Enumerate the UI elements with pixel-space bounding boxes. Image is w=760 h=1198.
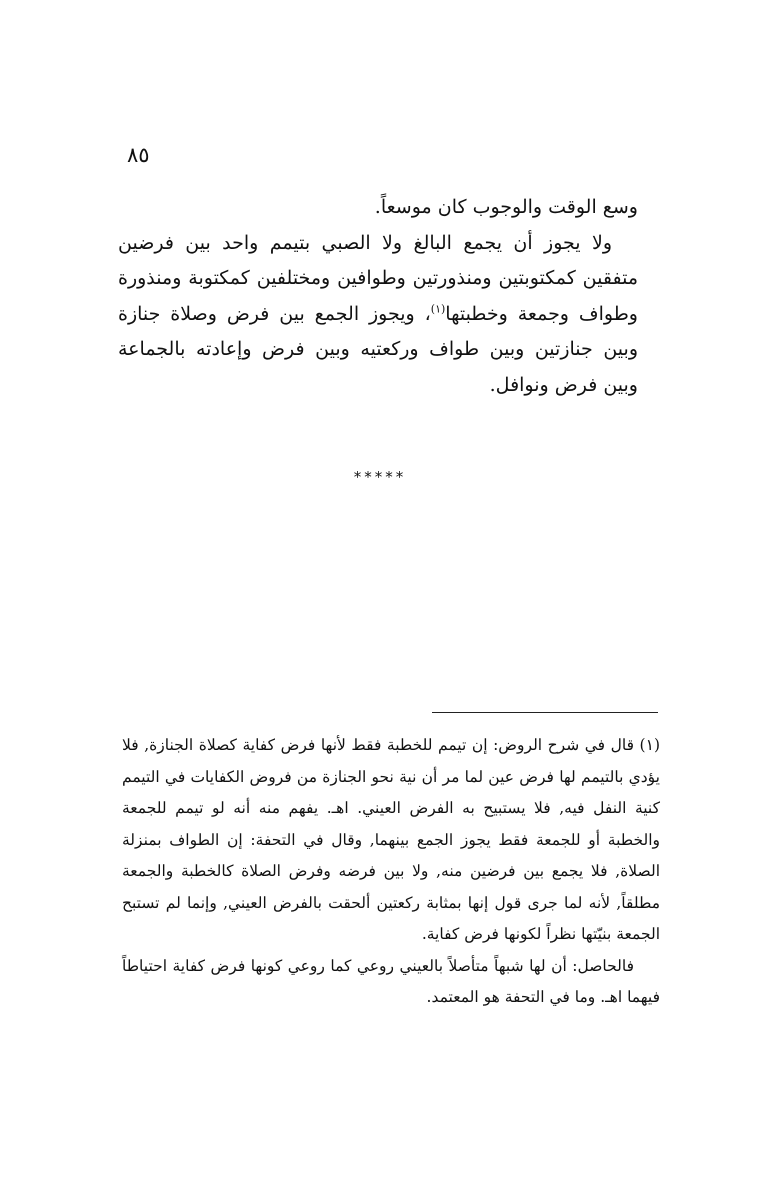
footnotes xyxy=(122,730,660,1014)
main-text xyxy=(118,190,638,403)
text-line-1: وسع الوقت والوجوب كان موسعاً. xyxy=(374,196,638,218)
page-number: ٨٥ xyxy=(127,143,150,167)
footnote-1-conclusion: فالحاصل: أن لها شبهاً متأصلاً بالعيني روعي كما روعي كونها فرض كفاية احتياطاً فيهما اهـ. وما في التحفة هو المعتمد. xyxy=(122,956,660,1006)
text-paragraph-2 xyxy=(118,226,638,404)
footnote-divider xyxy=(432,712,658,713)
section-separator: ***** xyxy=(353,468,407,486)
paragraph-2-part-1: ولا يجوز أن يجمع البالغ ولا الصبي بتيمم واحد بين فرضين متفقين كمكتوبتين ومنذورتين وطوافين ومختلفين كمكتوبة ومنذورة وطواف وجمعة وخطبتها xyxy=(118,231,638,325)
paragraph-2-part-2: ، ويجوز الجمع بين فرض وصلاة جنازة وبين جنازتين وبين طواف وركعتيه وبين فرض وإعادته بالجماعة وبين فرض ونوافل. xyxy=(118,302,638,396)
footnote-reference: (١) xyxy=(430,302,446,316)
footnote-1: (١) قال في شرح الروض: إن تيمم للخطبة فقط لأنها فرض كفاية كصلاة الجنازة, فلا يؤدي بالتيمم لها فرض عين لما مر أن نية نحو الجنازة من فروض الكفايات في التيمم كنية النفل فيه, فلا يستبيح به الفرض العيني. اهـ. يفهم منه أنه لو تيمم للجمعة والخطبة أو للجمعة فقط يجوز الجمع بينهما, وقال في التحفة: إن الطواف بمنزلة الصلاة, فلا يجمع بين فرضين منه, ولا بين فرضه وفرض الصلاة كالخطبة والجمعة مطلقاً, لأنه لما جرى قول إنها بمثابة ركعتين ألحقت بالفرض العيني, وإنما لم تستبح الجمعة بنيّتها نظراً لكونها فرض كفاية. xyxy=(122,736,660,943)
